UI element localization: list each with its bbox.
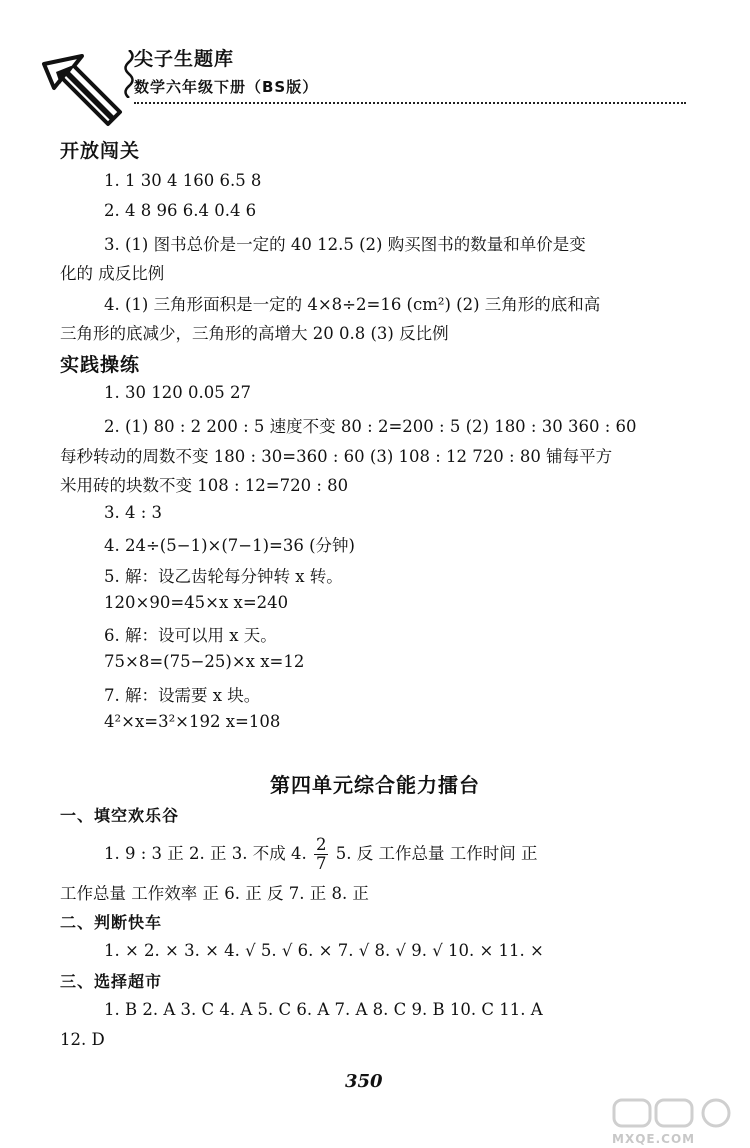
- answer-line: 1. B 2. A 3. C 4. A 5. C 6. A 7. A 8. C 9. B 10. C 11. A: [104, 1000, 543, 1019]
- answer-line: 三角形的底减少，三角形的高增大 20 0.8 (3) 反比例: [60, 324, 449, 343]
- book-subtitle: 数学六年级下册（BS版）: [134, 78, 319, 96]
- watermark-logo: [612, 1098, 742, 1144]
- watermark-url: MXQE.COM: [612, 1132, 696, 1146]
- answer-line: 6. 解：设可以用 x 天。: [104, 626, 277, 645]
- header-divider: [134, 102, 686, 104]
- watermark-icon: [612, 1098, 742, 1128]
- answer-line: 75×8=(75−25)×x x=12: [104, 652, 305, 671]
- unit-title: 第四单元综合能力擂台: [270, 773, 480, 797]
- arrow-logo-icon: [36, 42, 126, 132]
- fraction-numerator: 2: [315, 835, 327, 854]
- answer-line: 工作总量 工作效率 正 6. 正 反 7. 正 8. 正: [60, 884, 369, 903]
- answer-line: 1. 1 30 4 160 6.5 8: [104, 171, 262, 190]
- page-number: 350: [345, 1071, 383, 1092]
- fraction: [314, 836, 329, 873]
- answer-line: 米用砖的块数不变 108 : 12=720 : 80: [60, 476, 349, 495]
- part-title-fill: 一、填空欢乐谷: [60, 806, 180, 825]
- answer-line: 4²×x=3²×192 x=108: [104, 712, 281, 731]
- answer-line: 4. (1) 三角形面积是一定的 4×8÷2=16 (cm²) (2) 三角形的底和高: [104, 295, 601, 314]
- answer-line: 120×90=45×x x=240: [104, 593, 289, 612]
- answer-line: 1. 30 120 0.05 27: [104, 383, 251, 402]
- answer-segment: 1. 9 : 3 正 2. 正 3. 不成 4.: [104, 844, 307, 863]
- answer-line: 3. (1) 图书总价是一定的 40 12.5 (2) 购买图书的数量和单价是变: [104, 235, 586, 254]
- answer-line-with-fraction: [104, 834, 537, 874]
- answer-line: 3. 4 : 3: [104, 503, 163, 522]
- answer-line: 5. 解：设乙齿轮每分钟转 x 转。: [104, 567, 343, 586]
- answer-line: 每秒转动的周数不变 180 : 30=360 : 60 (3) 108 : 12 720 : 80 铺每平方: [60, 447, 613, 466]
- section-title-open: 开放闯关: [60, 140, 141, 162]
- section-title-practice: 实践操练: [60, 354, 141, 376]
- fraction-denominator: 7: [315, 854, 327, 873]
- part-title-judge: 二、判断快车: [60, 913, 163, 932]
- answer-line: 2. 4 8 96 6.4 0.4 6: [104, 201, 257, 220]
- answer-line: 化的 成反比例: [60, 264, 165, 283]
- part-title-choice: 三、选择超市: [60, 972, 163, 991]
- answer-line: 7. 解：设需要 x 块。: [104, 686, 261, 705]
- answer-line: 4. 24÷(5−1)×(7−1)=36 (分钟): [104, 536, 355, 555]
- answer-line: 2. (1) 80 : 2 200 : 5 速度不变 80 : 2=200 : 5 (2) 180 : 30 360 : 60: [104, 417, 637, 436]
- book-title: 尖子生题库: [134, 48, 235, 70]
- answer-line: 12. D: [60, 1030, 105, 1049]
- answer-line: 1. × 2. × 3. × 4. √ 5. √ 6. × 7. √ 8. √ 9. √ 10. × 11. ×: [104, 941, 544, 960]
- answer-segment: 5. 反 工作总量 工作时间 正: [335, 844, 538, 863]
